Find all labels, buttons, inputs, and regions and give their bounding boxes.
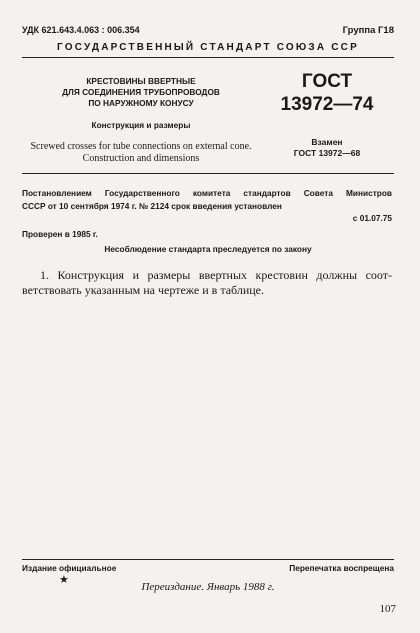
reissue-note: Переиздание. Январь 1988 г.	[141, 581, 275, 593]
reprint-notice: Перепечатка воспрещена	[289, 563, 394, 573]
standard-line: ГОСУДАРСТВЕННЫЙ СТАНДАРТ СОЮЗА ССР	[57, 42, 359, 53]
group-code: Группа Г18	[342, 25, 394, 36]
title-ru-subtitle: Конструкция и размеры	[91, 120, 191, 130]
title-ru-line: ПО НАРУЖНОМУ КОНУСУ	[88, 98, 194, 108]
footer-rule	[22, 559, 394, 560]
star-icon: ★	[59, 574, 69, 586]
decree-line-1: Постановлением Государственного комитета стандартов Совета Министров	[22, 188, 392, 198]
checked-note: Проверен в 1985 г.	[22, 229, 98, 239]
gost-number: 13972—74	[280, 94, 374, 115]
official-edition: Издание официальное	[22, 563, 117, 573]
title-en	[14, 141, 268, 164]
decree-line-2: СССР от 10 сентября 1974 г. № 2124 срок введения установлен	[22, 201, 282, 211]
replaces-label: Взамен	[311, 137, 343, 147]
legal-warning: Несоблюдение стандарта преследуется по закону	[104, 244, 312, 254]
udk-code: УДК 621.643.4.063 : 006.354	[22, 25, 140, 35]
header-rule	[22, 57, 394, 58]
replaces-standard: ГОСТ 13972—68	[293, 148, 361, 158]
title-en-line: Screwed crosses for tube connections on external cone.	[30, 141, 252, 152]
title-en-line: Construction and dimensions	[82, 152, 200, 164]
body-line-1: 1. Конструкция и размеры ввертных крестовин должны соот-	[40, 268, 392, 282]
decree-date: с 01.07.75	[352, 213, 392, 223]
title-ru-line: ДЛЯ СОЕДИНЕНИЯ ТРУБОПРОВОДОВ	[62, 87, 220, 97]
title-rule	[22, 173, 394, 174]
gost-label: ГОСТ	[301, 71, 353, 92]
body-line-2: ветствовать указанным на чертеже и в таблице.	[22, 283, 264, 297]
title-ru-line: КРЕСТОВИНЫ ВВЕРТНЫЕ	[86, 76, 196, 86]
page-number: 107	[379, 603, 396, 615]
title-ru	[22, 76, 260, 109]
